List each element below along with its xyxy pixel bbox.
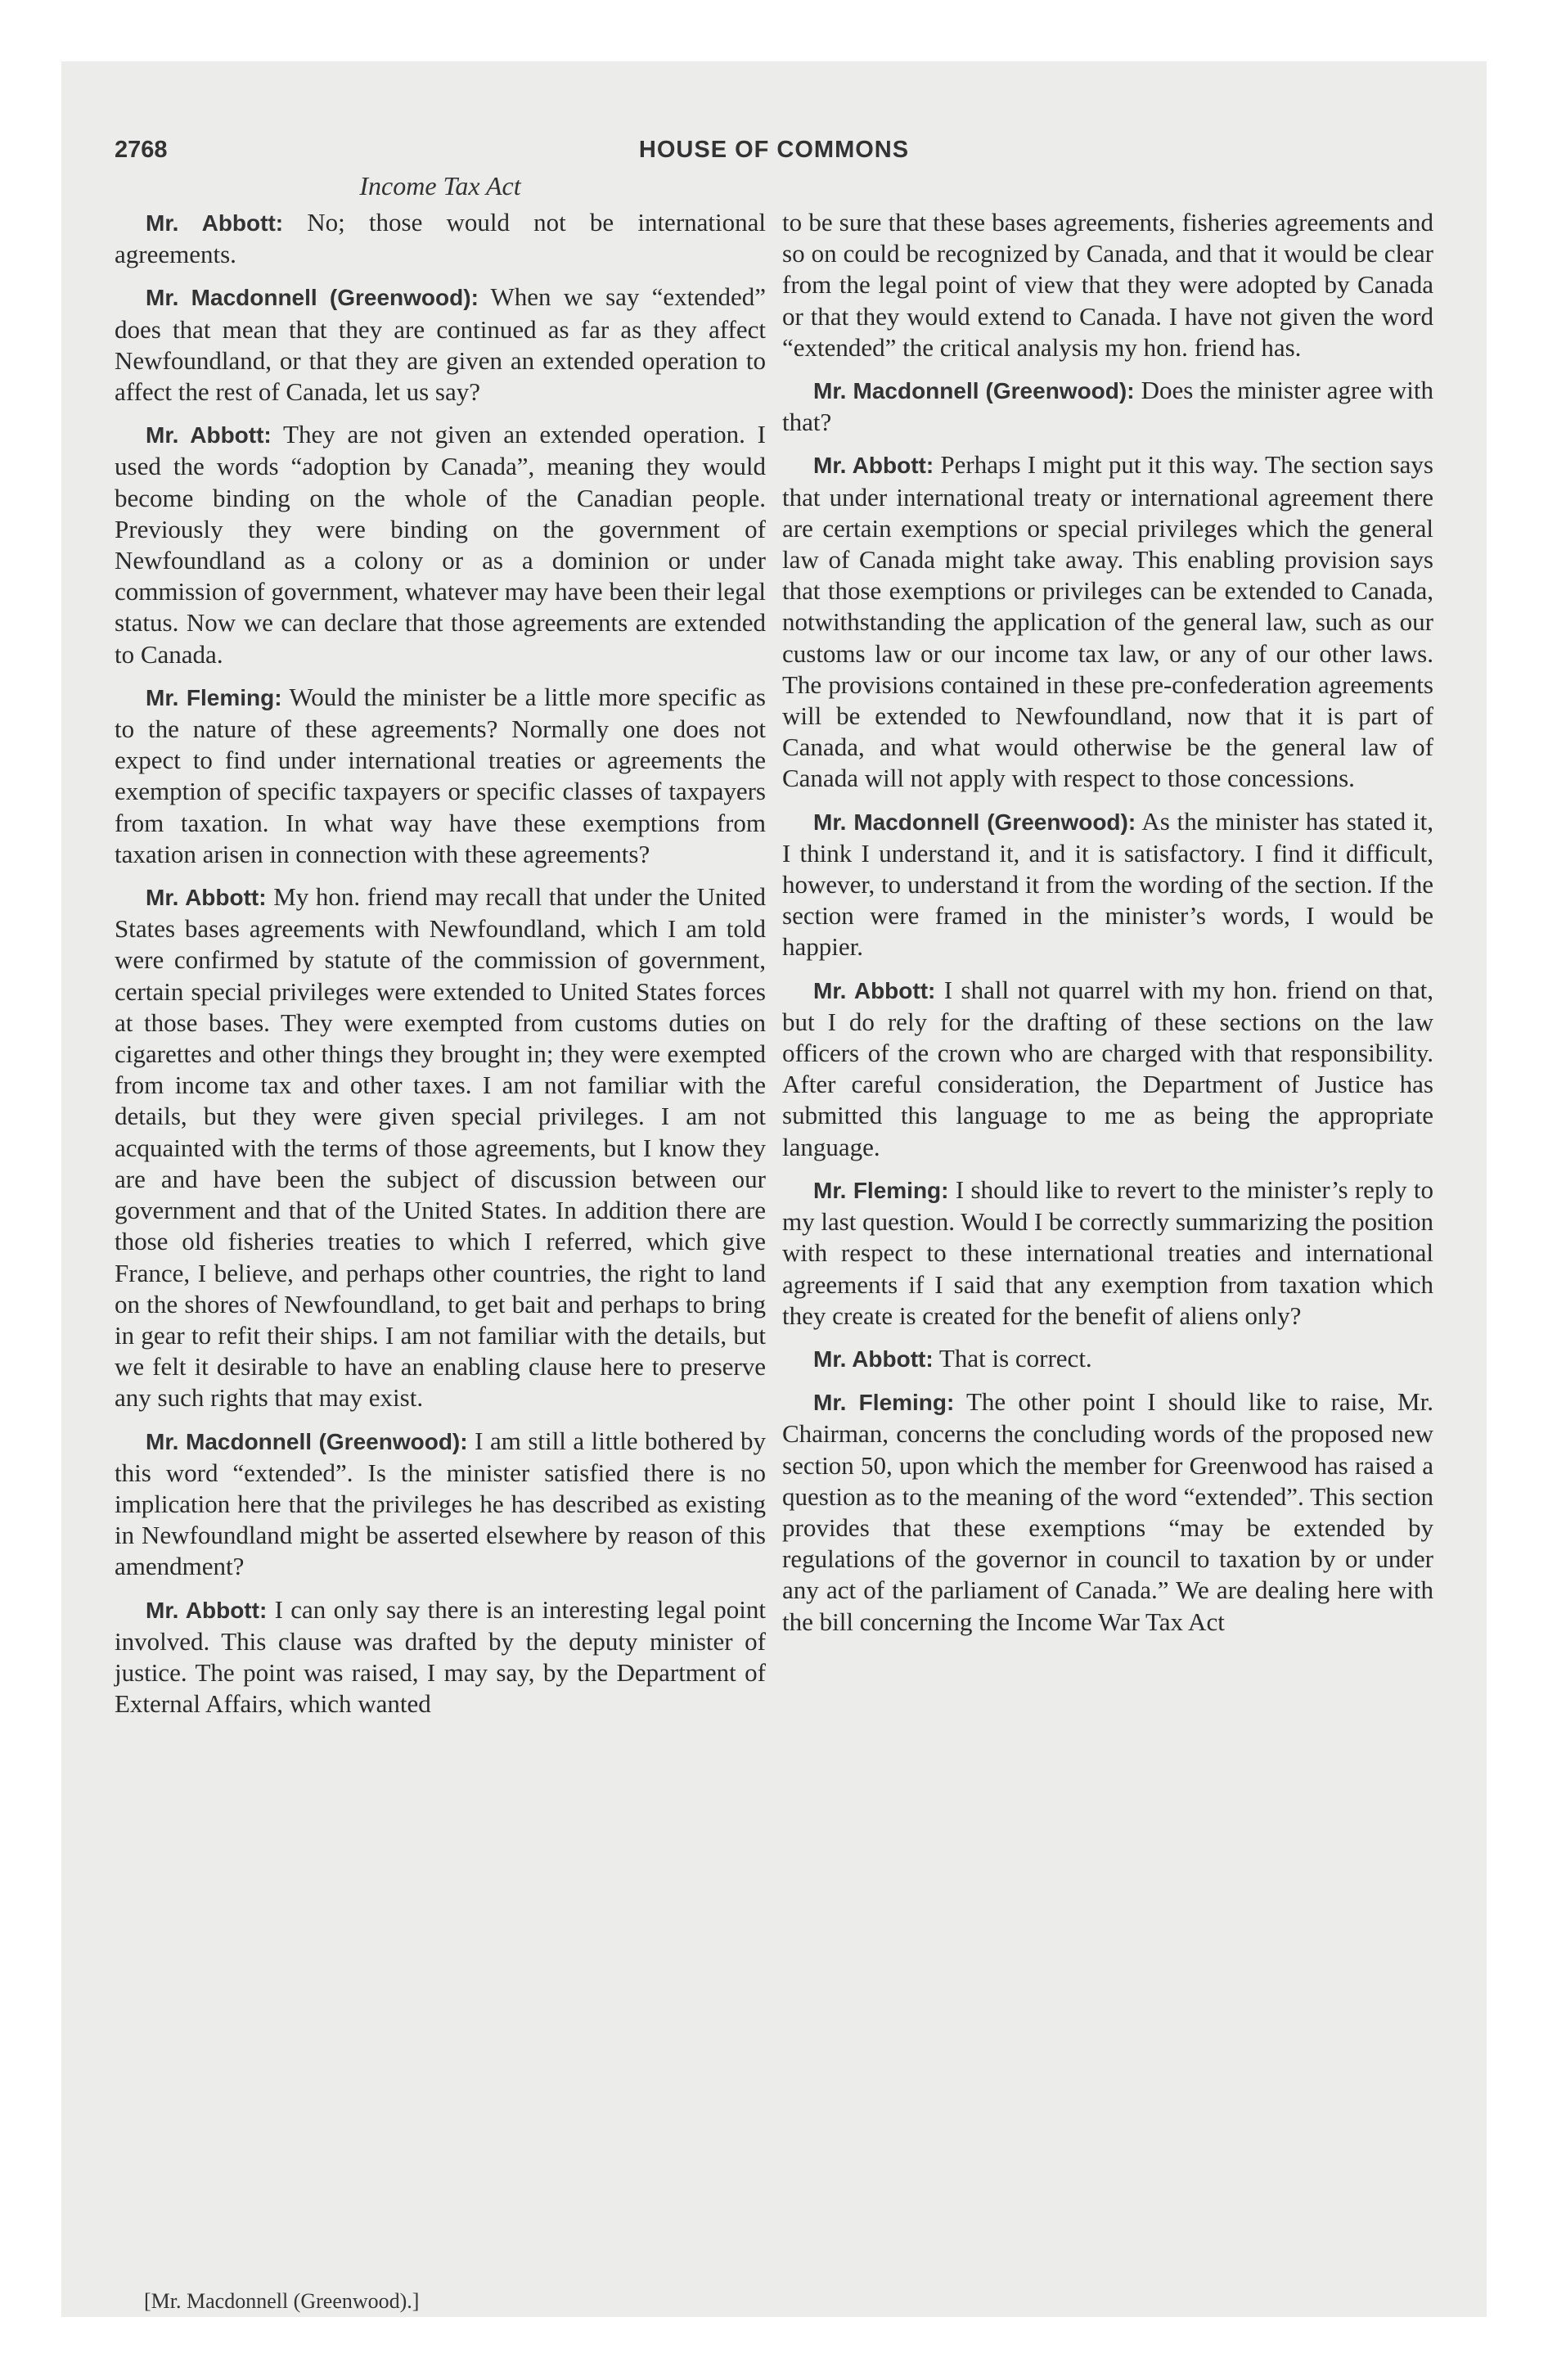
speaker-name: Mr. Fleming: bbox=[813, 1390, 955, 1416]
speech-text: I am still a little bothered by this word “extended”. Is the minister satisfied there is no implication here that the privileges he has described as existing in Newfoundland might be asserted elsewhere by reason of this amendment? bbox=[115, 1426, 767, 1581]
speaker-name: Mr. Macdonnell (Greenwood): bbox=[813, 809, 1136, 835]
page-header bbox=[115, 137, 1433, 169]
paragraph bbox=[782, 1386, 1433, 1638]
speech-text: My hon. friend may recall that under the United States bases agreements with Newfoundland, which I am told were confirmed by statute of the commission of government, certain special privileges were extended to United States forces at those bases. They were exempted from customs duties on cigarettes and other things they brought in; they were exempted from income tax and other taxes. I am not familiar with the details, but they were given special privileges. I am not acquainted with the terms of those agreements, but I know they are and have been the subject of discussion between our government and that of the United States. In addition there are those old fisheries treaties to which I referred, which give France, I believe, and perhaps other countries, the right to land on the shores of Newfoundland, to get bait and perhaps to bring in gear to refit their ships. I am not familiar with the details, but we felt it desirable to have an enabling clause here to preserve any such rights that may exist. bbox=[115, 882, 767, 1413]
speech-text: They are not given an extended operation. I used the words “adoption by Canada”, meaning they would become binding on the whole of the Canadian people. Previously they were binding on the government of Newfoundland as a colony or as a dominion or under commission of government, whatever may have been their legal status. Now we can declare that those agreements are extended to Canada. bbox=[115, 420, 766, 669]
speech-text: I can only say there is an interesting legal point involved. This clause was drafted by the deputy minister of justice. The point was raised, I may say, by the Department of External Affairs, which wanted bbox=[115, 1594, 767, 1719]
speaker-name: Mr. Abbott: bbox=[146, 885, 267, 911]
section-subject: Income Tax Act bbox=[359, 171, 521, 201]
speaker-name: Mr. Macdonnell (Greenwood): bbox=[146, 1428, 468, 1454]
speech-text: Does the minister agree with that? bbox=[782, 376, 1434, 437]
speech-text: As the minister has stated it, I think I understand it, and it is satisfactory. I find it difficult, however, to understand it from the wording of the section. If the section were framed in the minister’s words, I would be happier. bbox=[782, 806, 1434, 962]
paragraph bbox=[782, 449, 1433, 794]
speech-text: Perhaps I might put it this way. The section says that under international treaty or international agreement there are certain exemptions or special privileges which the general law of Canada might take away. This enabling provision says that those exemptions or privileges can be extended to Canada, notwithstanding the application of the general law, such as our customs law or our income tax law, or any of our other laws. The provisions contained in these pre-confederation agreements will be extended to Newfoundland, now that it is part of Canada, and what would otherwise be the general law of Canada will not apply with respect to those concessions. bbox=[782, 450, 1433, 793]
page bbox=[61, 61, 1487, 2317]
paragraph bbox=[115, 282, 766, 408]
speech-text: The other point I should like to raise, Mr. Chairman, concerns the concluding words of the proposed new section 50, upon which the member for Greenwood has raised a question as to the meaning of the word “extended”. This section provides that these exemptions “may be extended by regulations of the governor in council to taxation by or under any act of the parliament of Canada.” We are dealing here with the bill concerning the Income War Tax Act bbox=[782, 1387, 1433, 1636]
paragraph bbox=[782, 207, 1433, 363]
speaker-name: Mr. Abbott: bbox=[146, 1597, 268, 1623]
paragraph bbox=[115, 881, 766, 1413]
running-title: HOUSE OF COMMONS bbox=[638, 137, 910, 163]
speech-text: Would the minister be a little more specific as to the nature of these agreements? Normally one does not expect to find under international treaties or agreements the exemption of specific taxpayers or specific classes of taxpayers from taxation. In what way have these exemptions from taxation arisen in connection with these agreements? bbox=[115, 682, 766, 868]
speech-text: When we say “extended” does that mean that they are continued as far as they affect Newfoundland, or that they are given an extended operation to affect the rest of Canada, let us say? bbox=[115, 282, 766, 407]
speaker-name: Mr. Fleming: bbox=[813, 1177, 949, 1203]
paragraph bbox=[782, 1174, 1433, 1332]
paragraph bbox=[115, 682, 766, 870]
speaker-name: Mr. Abbott: bbox=[813, 1346, 934, 1372]
paragraph bbox=[782, 806, 1433, 963]
speaker-name: Mr. Abbott: bbox=[813, 977, 936, 1003]
speaker-name: Mr. Macdonnell (Greenwood): bbox=[813, 378, 1135, 404]
speaker-name: Mr. Fleming: bbox=[146, 684, 282, 710]
paragraph bbox=[782, 1343, 1433, 1375]
speaker-name: Mr. Abbott: bbox=[146, 422, 272, 449]
right-column bbox=[782, 207, 1433, 1649]
paragraph bbox=[115, 207, 766, 270]
speech-text: I shall not quarrel with my hon. friend on that, but I do rely for the drafting of these sections on the law officers of the crown who are charged with that responsibility. After careful consideration, the Department of Justice has submitted this language to me as being the appropriate language. bbox=[782, 975, 1434, 1161]
speaker-name: Mr. Abbott: bbox=[146, 210, 284, 236]
speech-text: No; those would not be international agreements. bbox=[115, 208, 766, 269]
left-column bbox=[115, 207, 766, 1731]
speaker-name: Mr. Abbott: bbox=[813, 453, 934, 479]
page-footer: [Mr. Macdonnell (Greenwood).] bbox=[144, 2289, 420, 2313]
speech-text: to be sure that these bases agreements, fisheries agreements and so on could be recognized by Canada, and that it would be clear from the legal point of view that they were adopted by Canada or that they would extend to Canada. I have not given the word “extended” the critical analysis my hon. friend has. bbox=[782, 208, 1433, 362]
speaker-name: Mr. Macdonnell (Greenwood): bbox=[146, 285, 479, 311]
speech-text: I should like to revert to the minister’s reply to my last question. Would I be correctly summarizing the position with respect to these international treaties and international agreements if I said that any exemption from taxation which they create is created for the benefit of aliens only? bbox=[782, 1174, 1434, 1330]
paragraph bbox=[782, 975, 1433, 1163]
page-number: 2768 bbox=[115, 137, 168, 163]
paragraph bbox=[782, 375, 1433, 438]
paragraph bbox=[115, 1426, 766, 1583]
paragraph bbox=[115, 419, 766, 670]
speech-text: That is correct. bbox=[938, 1343, 1092, 1373]
paragraph bbox=[115, 1594, 766, 1720]
